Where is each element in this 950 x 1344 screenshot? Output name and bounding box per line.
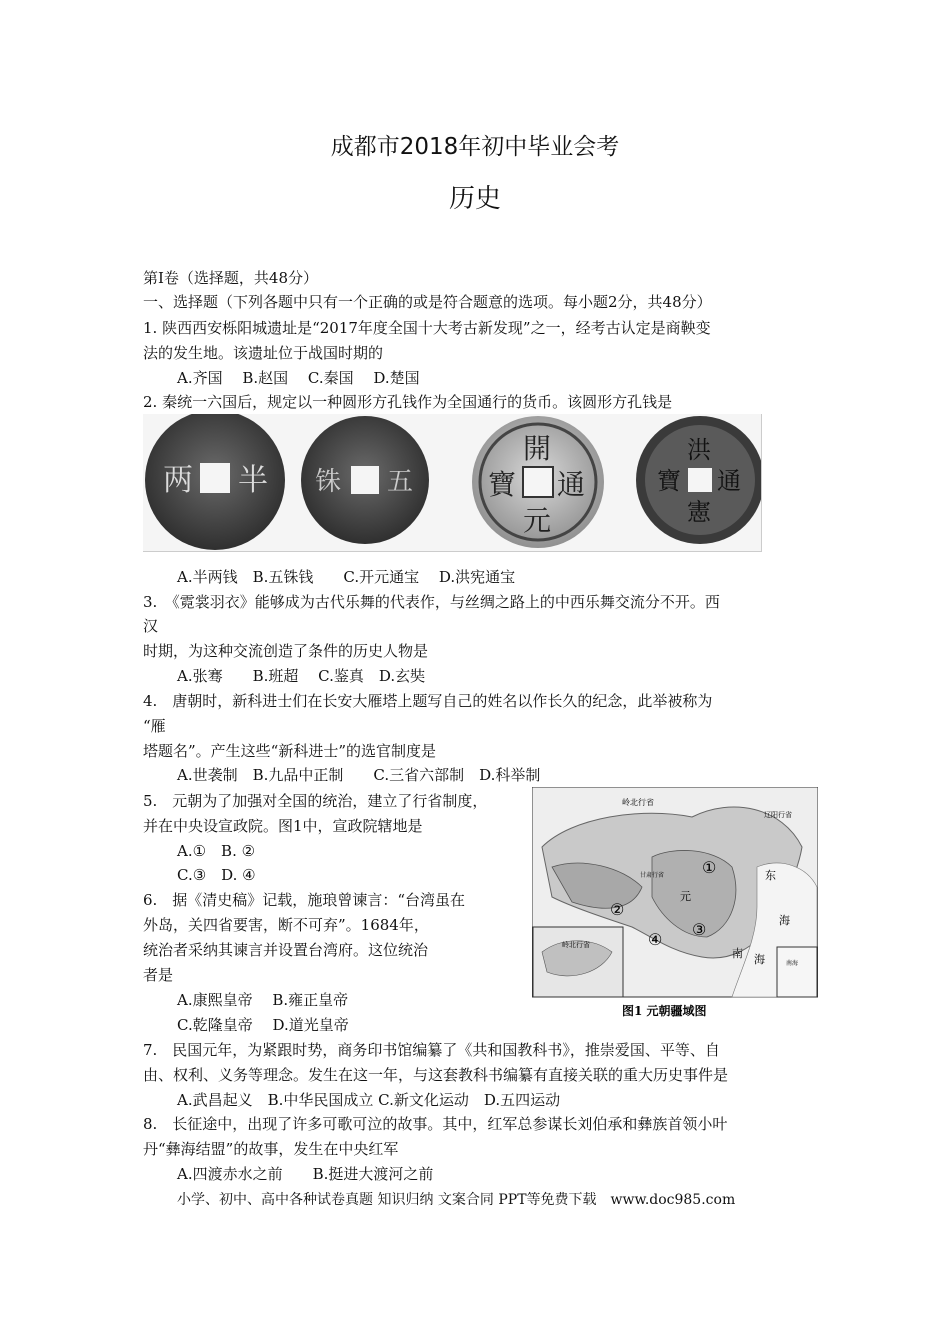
q6-line4: 者是 <box>143 966 174 984</box>
q8-line1: 8. 长征途中，出现了许多可歌可泣的故事。其中，红军总参谋长刘伯承和彝族首领小叶 <box>143 1115 728 1133</box>
coin-char: 五 <box>387 467 414 497</box>
q4-line2: “雁 <box>143 717 166 735</box>
q4-options: A.世袭制 B.九品中正制 C.三省六部制 D.科举制 <box>177 766 541 784</box>
coin-char: 洪 <box>687 436 711 464</box>
q7-line1: 7. 民国元年，为紧跟时势，商务印书馆编纂了《共和国教科书》，推崇爱国、平等、自 <box>143 1041 720 1059</box>
coin-char: 寶 <box>488 468 517 501</box>
coin-char: 通 <box>557 468 586 501</box>
map-label: 南海 <box>786 960 799 967</box>
coin-banliang <box>145 414 285 550</box>
coin-char: 元 <box>523 504 552 537</box>
map-label: 辽阳行省 <box>764 811 792 819</box>
q8-options: A.四渡赤水之前 B.挺进大渡河之前 <box>177 1165 434 1183</box>
coin-hongxian <box>636 416 761 544</box>
section-heading: 第I卷（选择题，共48分） <box>143 269 319 287</box>
coin-wuzhu <box>301 416 429 544</box>
q6-options-1: A.康熙皇帝 B.雍正皇帝 <box>177 991 349 1009</box>
q5-options-1: A.① B. ② <box>177 842 256 860</box>
subject-title: 历史 <box>448 184 501 214</box>
q2-line1: 2. 秦统一六国后，规定以一种圆形方孔钱作为全国通行的货币。该圆形方孔钱是 <box>143 393 673 411</box>
q3-line3: 时期，为这种交流创造了条件的历史人物是 <box>143 642 429 660</box>
page-title: 成都市2018年初中毕业会考 <box>330 134 620 160</box>
coin-char: 通 <box>717 467 741 495</box>
q6-line3: 统治者采纳其谏言并设置台湾府。这位统治 <box>143 941 429 959</box>
q7-options: A.武昌起义 B.中华民国成立 C.新文化运动 D.五四运动 <box>177 1091 561 1109</box>
map-label: 东 <box>765 869 776 882</box>
map-label: 元 <box>680 890 691 903</box>
coins-image <box>143 414 762 552</box>
q4-line1: 4. 唐朝时，新科进士们在长安大雁塔上题写自己的姓名以作长久的纪念，此举被称为 <box>143 692 713 710</box>
yuan-map-figure <box>532 787 818 1019</box>
coin-char: 半 <box>238 463 268 498</box>
coin-char: 两 <box>163 463 193 498</box>
q2-options: A.半两钱 B.五铢钱 C.开元通宝 D.洪宪通宝 <box>177 568 516 586</box>
map-caption: 图1 元朝疆域图 <box>622 1004 707 1018</box>
map-label: 海 <box>779 914 790 927</box>
q4-line3: 塔题名”。产生这些“新科进士”的选官制度是 <box>143 742 437 760</box>
map-marker-1: ① <box>702 858 717 877</box>
map-marker-2: ② <box>610 900 625 919</box>
q1-line1: 1. 陕西西安栎阳城遗址是“2017年度全国十大考古新发现”之一，经考古认定是商鞅变 <box>143 319 711 337</box>
footer-link[interactable]: 小学、初中、高中各种试卷真题 知识归纳 文案合同 PPT等免费下载 www.doc985.com <box>177 1192 736 1208</box>
map-label: 岭北行省 <box>622 798 654 807</box>
q1-options: A.齐国 B.赵国 C.秦国 D.楚国 <box>177 369 420 387</box>
q5-line2: 并在中央设宣政院。图1中，宣政院辖地是 <box>143 817 423 835</box>
coin-char: 铢 <box>315 467 342 497</box>
map-label: 甘肃行省 <box>640 872 665 879</box>
q1-line2: 法的发生地。该遗址位于战国时期的 <box>143 344 384 362</box>
map-label: 岭北行省 <box>562 941 590 949</box>
q3-options: A.张骞 B.班超 C.鉴真 D.玄奘 <box>177 667 426 685</box>
q7-line2: 由、权利、义务等理念。发生在这一年，与这套教科书编纂有直接关联的重大历史事件是 <box>143 1066 729 1084</box>
coin-char: 寶 <box>657 467 681 495</box>
q6-options-2: C.乾隆皇帝 D.道光皇帝 <box>177 1016 349 1034</box>
map-label: 海 <box>754 953 765 966</box>
instruction: 一、选择题（下列各题中只有一个正确的或是符合题意的选项。每小题2分，共48分） <box>143 293 712 311</box>
coin-char: 開 <box>523 432 552 465</box>
q5-options-2: C.③ D. ④ <box>177 866 256 884</box>
q6-line2: 外岛，关四省要害，断不可弃”。1684年， <box>143 916 429 934</box>
q6-line1: 6. 据《清史稿》记载，施琅曾谏言：“台湾虽在 <box>143 891 465 909</box>
q3-line1: 3. 《霓裳羽衣》能够成为古代乐舞的代表作，与丝绸之路上的中西乐舞交流分不开。西 <box>143 593 720 611</box>
q8-line2: 丹“彝海结盟”的故事，发生在中央红军 <box>143 1140 399 1158</box>
coin-char: 憲 <box>687 498 711 526</box>
q5-line1: 5. 元朝为了加强对全国的统治，建立了行省制度， <box>143 792 488 810</box>
map-marker-3: ③ <box>692 920 707 939</box>
coin-kaiyuan <box>472 416 604 548</box>
map-marker-4: ④ <box>648 930 663 949</box>
map-label: 南 <box>732 947 743 960</box>
q3-line2: 汉 <box>143 617 159 635</box>
